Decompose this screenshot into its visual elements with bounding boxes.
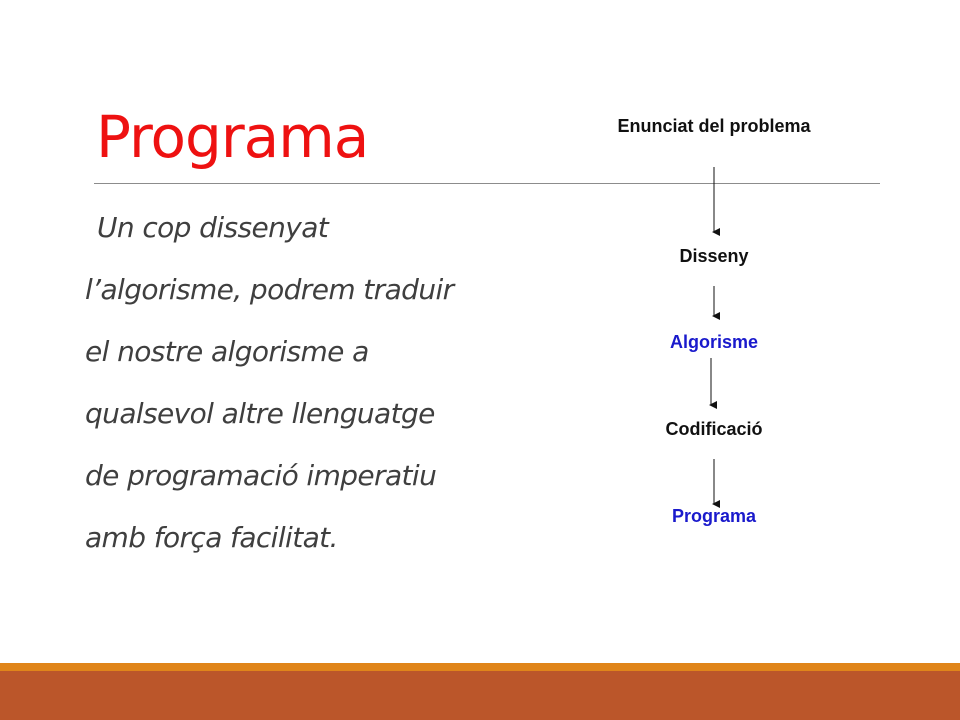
body-line-1: Un cop dissenyat — [97, 211, 329, 244]
footer-bar — [0, 671, 960, 720]
flow-step-enunciat: Enunciat del problema — [617, 116, 811, 136]
flow-step-algorisme: Algorisme — [669, 332, 759, 352]
body-line-5: de programació imperatiu — [85, 459, 437, 492]
flow-step-programa: Programa — [671, 506, 757, 526]
body-line-4: qualsevol altre llenguatge — [85, 397, 435, 430]
footer-accent-bar — [0, 663, 960, 671]
flow-step-codificacio: Codificació — [665, 419, 763, 439]
flow-step-disseny: Disseny — [679, 246, 749, 266]
slide-title: Programa — [96, 103, 369, 171]
body-line-3: el nostre algorisme a — [85, 335, 369, 368]
body-line-6: amb força facilitat. — [85, 521, 338, 554]
body-line-2: l’algorisme, podrem traduir — [85, 273, 454, 306]
